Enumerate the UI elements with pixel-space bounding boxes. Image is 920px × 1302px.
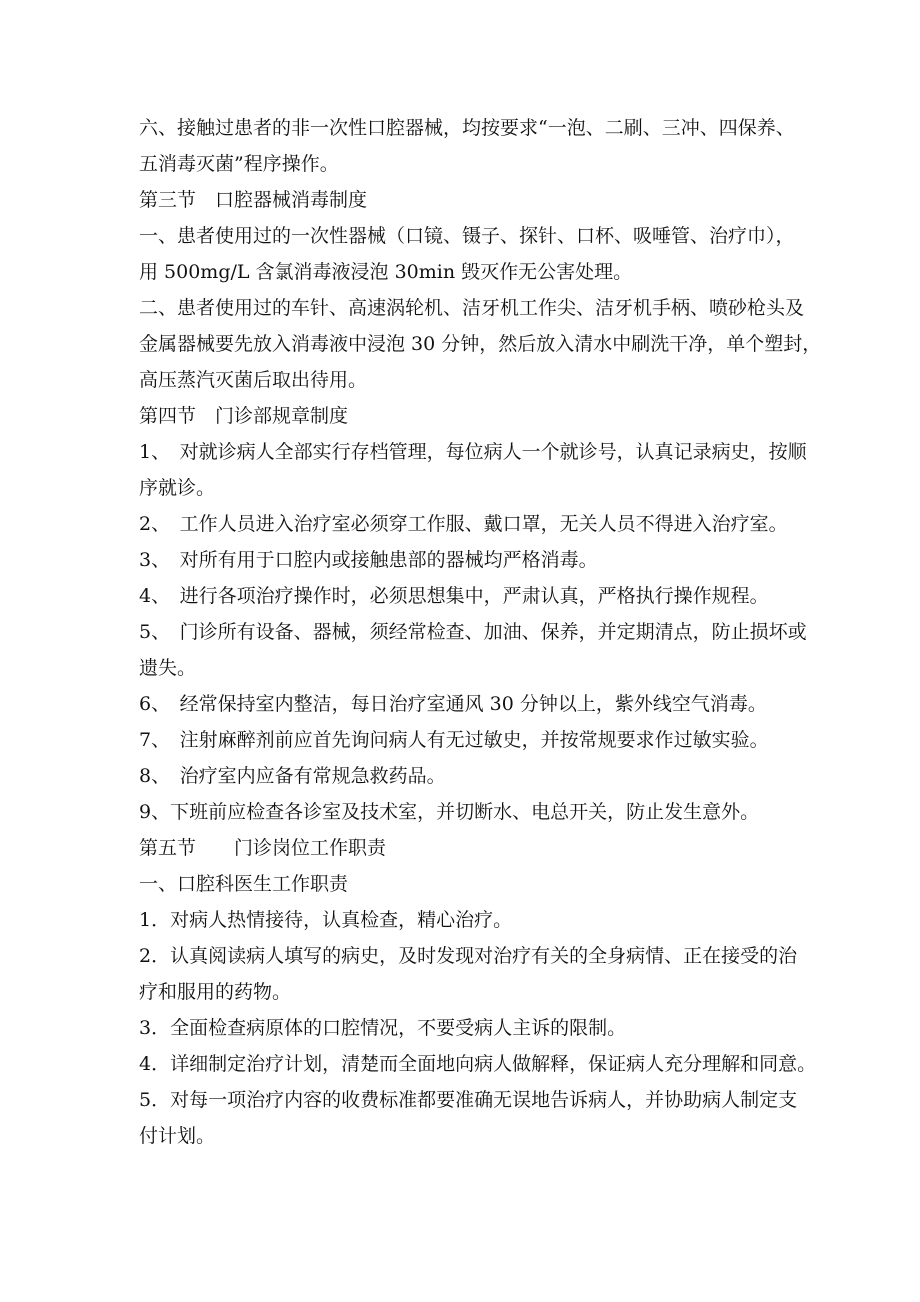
section-heading: 第四节 门诊部规章制度	[139, 405, 349, 427]
text-line: 序就诊。	[139, 477, 216, 499]
text-line: 1．对病人热情接待，认真检查，精心治疗。	[139, 909, 513, 931]
text-line: 用 500mg/L 含氯消毒液浸泡 30min 毁灭作无公害处理。	[139, 261, 633, 283]
text-line: 7、 注射麻醉剂前应首先询问病人有无过敏史，并按常规要求作过敏实验。	[139, 729, 769, 751]
text-line: 8、 治疗室内应备有常规急救药品。	[139, 765, 446, 787]
text-line: 高压蒸汽灭菌后取出待用。	[139, 369, 368, 391]
text-line: 5、 门诊所有设备、器械，须经常检查、加油、保养，并定期清点，防止损坏或	[139, 621, 807, 643]
text-line: 疗和服用的药物。	[139, 981, 292, 1003]
text-line: 付计划。	[139, 1125, 216, 1147]
section-heading: 第三节 口腔器械消毒制度	[139, 189, 368, 211]
text-line: 一、患者使用过的一次性器械（口镜、镊子、探针、口杯、吸唾管、治疗巾），	[139, 225, 795, 247]
text-line: 五消毒灭菌”程序操作。	[139, 153, 339, 175]
text-line: 6、 经常保持室内整洁，每日治疗室通风 30 分钟以上，紫外线空气消毒。	[139, 693, 767, 715]
subsection-heading: 一、口腔科医生工作职责	[139, 873, 349, 895]
text-line: 3．全面检查病原体的口腔情况，不要受病人主诉的限制。	[139, 1017, 627, 1039]
text-line: 2、 工作人员进入治疗室必须穿工作服、戴口罩，无关人员不得进入治疗室。	[139, 513, 788, 535]
text-line: 1、 对就诊病人全部实行存档管理，每位病人一个就诊号，认真记录病史，按顺	[139, 441, 807, 463]
text-line: 9、下班前应检查各诊室及技术室，并切断水、电总开关，防止发生意外。	[139, 801, 760, 823]
text-line: 5．对每一项治疗内容的收费标准都要准确无误地告诉病人，并协助病人制定支	[139, 1089, 798, 1111]
section-heading: 第五节 门诊岗位工作职责	[139, 837, 387, 859]
text-line: 遗失。	[139, 657, 197, 679]
text-line: 2．认真阅读病人填写的病史，及时发现对治疗有关的全身病情、正在接受的治	[139, 945, 798, 967]
text-line: 4、 进行各项治疗操作时，必须思想集中，严肃认真，严格执行操作规程。	[139, 585, 769, 607]
text-line: 二、患者使用过的车针、高速涡轮机、洁牙机工作尖、洁牙机手柄、喷砂枪头及	[139, 297, 805, 319]
text-line: 六、接触过患者的非一次性口腔器械，均按要求“一泡、二刷、三冲、四保养、	[139, 117, 795, 139]
text-line: 4．详细制定治疗计划，清楚而全面地向病人做解释，保证病人充分理解和同意。	[139, 1053, 817, 1075]
text-line: 3、 对所有用于口腔内或接触患部的器械均严格消毒。	[139, 549, 598, 571]
text-line: 金属器械要先放入消毒液中浸泡 30 分钟，然后放入清水中刷洗干净，单个塑封，	[139, 333, 822, 355]
